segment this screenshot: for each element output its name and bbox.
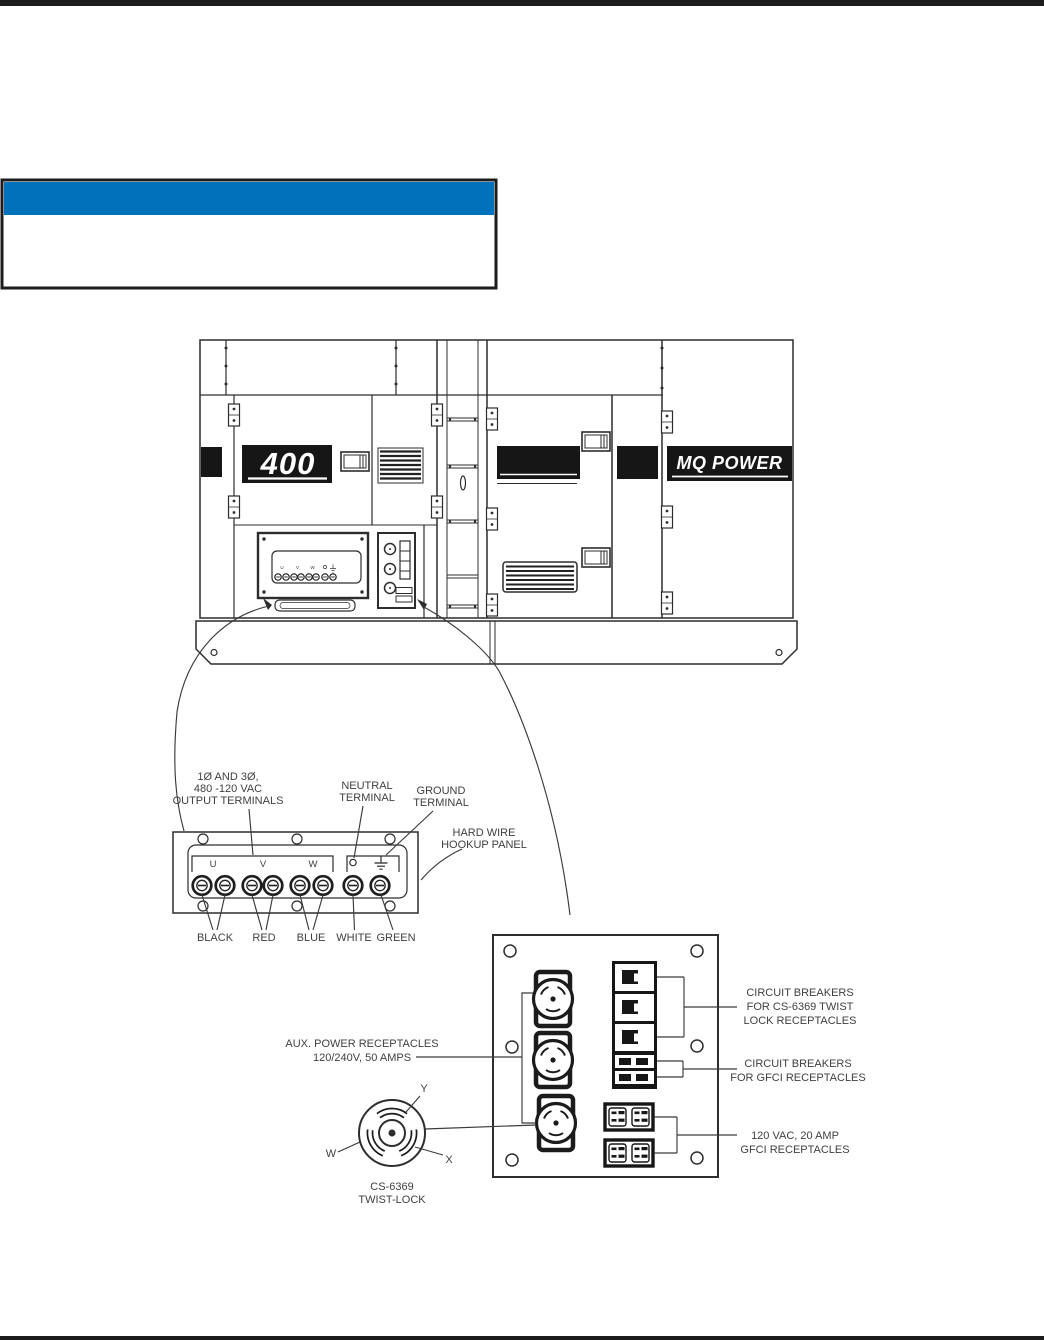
svg-text:HOOKUP PANEL: HOOKUP PANEL xyxy=(441,839,527,851)
svg-text:TERMINAL: TERMINAL xyxy=(413,797,469,809)
bottom-rule-bar xyxy=(0,1336,1044,1340)
pin-label-y: Y xyxy=(420,1083,428,1095)
wire-color-label-green: GREEN xyxy=(376,932,416,944)
wire-color-label-white: WHITE xyxy=(336,932,372,944)
pin-label-w: W xyxy=(325,1148,337,1160)
door-handle-lower xyxy=(582,548,610,567)
model-badge xyxy=(242,445,332,483)
svg-text:120 VAC, 20 AMP: 120 VAC, 20 AMP xyxy=(751,1130,839,1142)
wire-color-label-blue: BLUE xyxy=(296,932,326,944)
unit-terminal-letter-v: V xyxy=(295,565,300,570)
unit-terminal-letter-w: W xyxy=(310,565,315,570)
terminal-label-v: V xyxy=(259,859,267,870)
svg-text:120/240V, 50 AMPS: 120/240V, 50 AMPS xyxy=(312,1052,412,1064)
svg-text:1Ø AND 3Ø,: 1Ø AND 3Ø, xyxy=(197,771,259,783)
twistlock-receptacle-1 xyxy=(534,972,573,1026)
svg-text:HARD WIRE: HARD WIRE xyxy=(452,827,516,839)
model-badge-text: 400 xyxy=(260,446,316,481)
door-handle-left xyxy=(341,452,369,471)
callout-cb-twist xyxy=(744,987,857,1027)
svg-text:480 -120 VAC: 480 -120 VAC xyxy=(193,783,263,795)
svg-text:OUTPUT TERMINALS: OUTPUT TERMINALS xyxy=(172,795,284,807)
svg-text:FOR CS-6369 TWIST: FOR CS-6369 TWIST xyxy=(746,1001,854,1013)
svg-text:CIRCUIT BREAKERS: CIRCUIT BREAKERS xyxy=(746,987,854,999)
svg-text:GFCI RECEPTACLES: GFCI RECEPTACLES xyxy=(740,1144,850,1156)
gfci-receptacle-2 xyxy=(605,1140,653,1166)
wire-color-label-red: RED xyxy=(252,932,276,944)
wire-color-label-black: BLACK xyxy=(196,932,234,944)
door-handle-upper xyxy=(582,432,610,451)
circuit-breaker-block xyxy=(612,961,657,1089)
twistlock-type-label: TWIST-LOCK xyxy=(358,1194,426,1206)
svg-text:NEUTRAL: NEUTRAL xyxy=(341,780,393,792)
svg-text:AUX. POWER RECEPTACLES: AUX. POWER RECEPTACLES xyxy=(285,1038,439,1050)
terminal-label-w: W xyxy=(308,859,318,870)
terminal-label-u: U xyxy=(209,859,217,870)
stripe-left xyxy=(201,447,222,477)
gfci-receptacle-1 xyxy=(605,1104,653,1130)
top-rule-bar xyxy=(0,0,1044,6)
twistlock-receptacle-3 xyxy=(537,1096,576,1150)
stripe-right xyxy=(617,446,658,479)
notice-box-header xyxy=(4,182,494,215)
svg-text:FOR GFCI RECEPTACLES: FOR GFCI RECEPTACLES xyxy=(730,1072,866,1084)
pin-label-x: X xyxy=(445,1154,453,1166)
svg-text:LOCK RECEPTACLES: LOCK RECEPTACLES xyxy=(743,1015,857,1027)
notice-box xyxy=(2,180,496,288)
svg-text:GROUND: GROUND xyxy=(416,785,466,797)
svg-text:CIRCUIT BREAKERS: CIRCUIT BREAKERS xyxy=(744,1058,852,1070)
svg-text:TERMINAL: TERMINAL xyxy=(339,792,395,804)
brand-badge-text: MQ POWER xyxy=(676,453,783,473)
brand-badge xyxy=(667,446,792,481)
unit-terminal-letter-u: U xyxy=(280,565,284,570)
twistlock-receptacle-2 xyxy=(534,1033,573,1087)
twistlock-model-label: CS-6369 xyxy=(370,1181,414,1193)
